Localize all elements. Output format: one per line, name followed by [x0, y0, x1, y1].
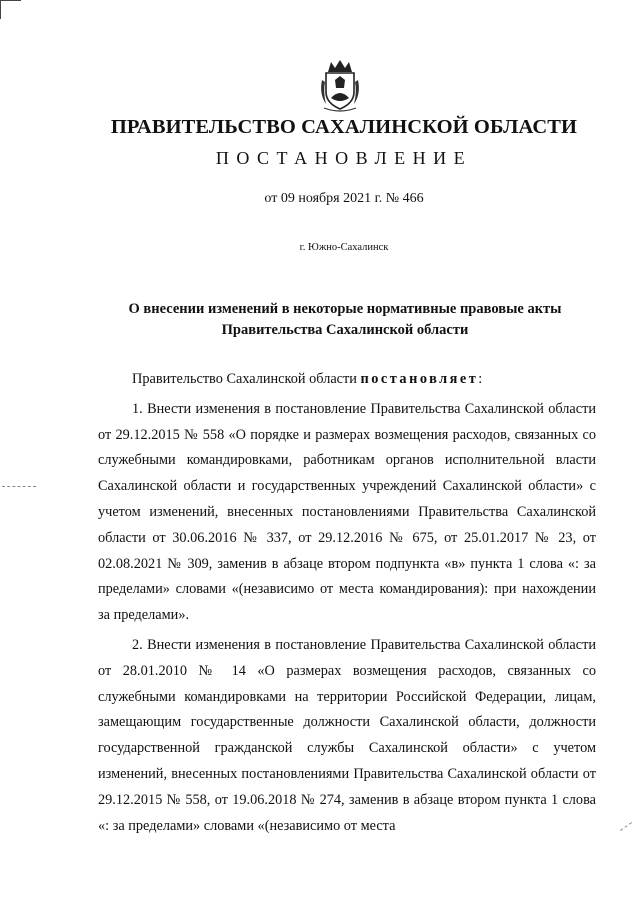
- intro-tail: :: [478, 371, 483, 387]
- sakhalin-coat-of-arms-icon: [318, 58, 362, 112]
- document-body: [98, 367, 596, 839]
- intro-paragraph: [98, 367, 596, 393]
- scan-margin-mark: [620, 822, 632, 831]
- scan-margin-mark: [2, 486, 36, 487]
- document-type: ПОСТАНОВЛЕНИЕ: [215, 148, 473, 168]
- document-subject: [100, 299, 590, 341]
- intro-verb: постановляет: [360, 371, 479, 387]
- intro-lead: Правительство Сахалинской области: [132, 371, 361, 387]
- paragraph-1: 1. Внести изменения в постановление Правительства Сахалинской области от 29.12.2015 № 558 «О порядке и размерах возмещения расходов, связанных со служебными командировками, работникам органов исполнительной власти Сахалинской области и государственных учреждений Сахалинской области» с учетом изменений, внесенных постановлениями Правительства Сахалинской области от 30.06.2016 № 337, от 29.12.2016 № 675, от 25.01.2017 № 23, от 02.08.2021 № 309, заменив в абзаце втором подпункта «в» пункта 1 слова «: за пределами» словами «(независимо от места командирования): при нахождении за пределами».: [98, 400, 596, 624]
- subject-line: О внесении изменений в некоторые нормативные правовые акты: [128, 301, 562, 317]
- paragraph-2: 2. Внести изменения в постановление Правительства Сахалинской области от 28.01.2010 № 14 «О размерах возмещения расходов, связанных со служебными командировками на территории Российской Федерации, лицам, замещающим государственные должности Сахалинской области, должности государственной гражданской службы Сахалинской области» с учетом изменений, внесенных постановлениями Правительства Сахалинской области от 29.12.2015 № 558, от 19.06.2018 № 274, заменив в абзаце втором пункта 1 слова «: за пределами» словами «(независимо от места: [98, 636, 596, 834]
- scan-corner-mark: [0, 0, 21, 19]
- document-date-number: от 09 ноября 2021 г. № 466: [264, 191, 424, 206]
- subject-line: Правительства Сахалинской области: [221, 322, 469, 338]
- document-city: г. Южно-Сахалинск: [299, 242, 389, 253]
- government-title: ПРАВИТЕЛЬСТВО САХАЛИНСКОЙ ОБЛАСТИ: [110, 116, 578, 138]
